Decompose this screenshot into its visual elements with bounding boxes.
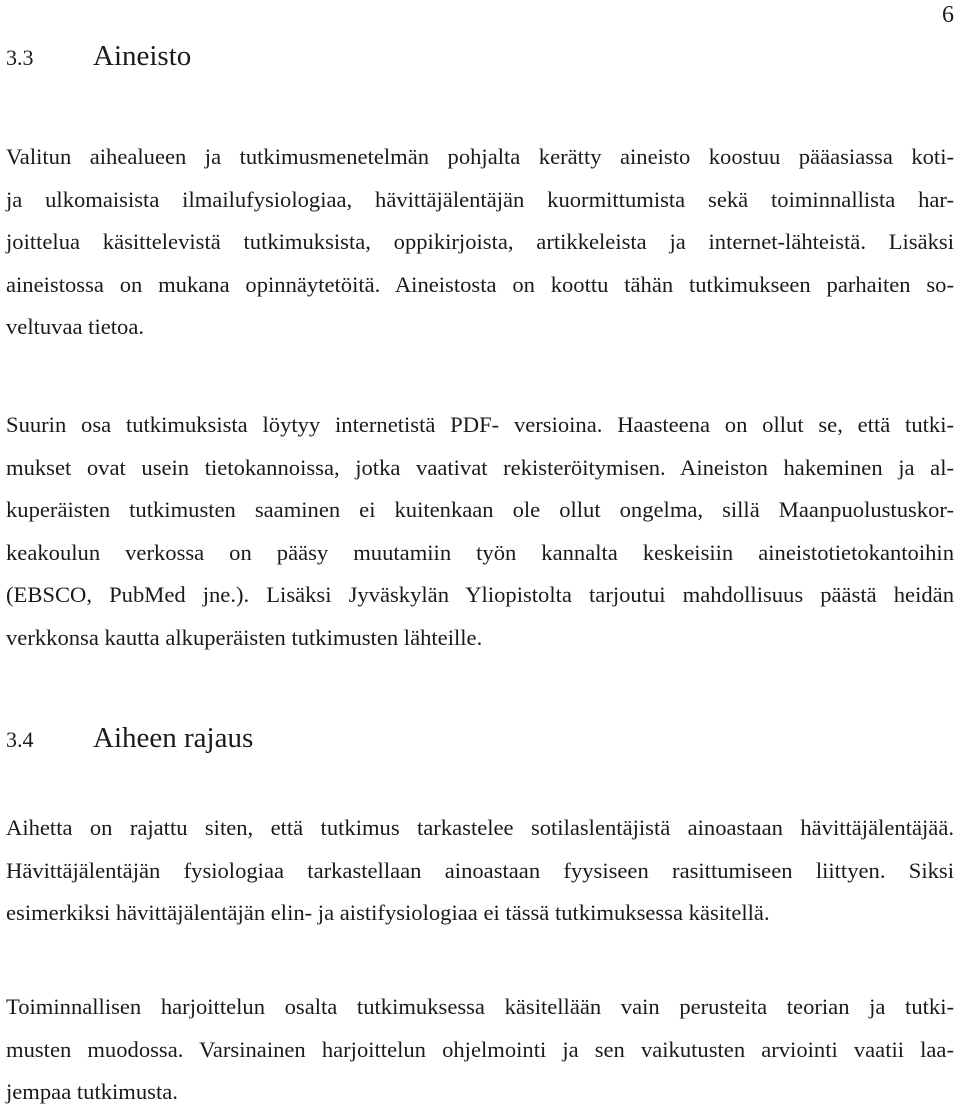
text-line: jempaa tutkimusta. <box>6 1079 178 1105</box>
text-line: veltuvaa tietoa. <box>6 314 145 340</box>
paragraph-aineisto-access <box>6 404 954 660</box>
section-number: 3.3 <box>6 45 34 70</box>
text-line: aineistossa on mukana opinnäytetöitä. Aineistosta on koottu tähän tutkimukseen parhaiten so- <box>6 271 954 297</box>
text-line: ja ulkomaisista ilmailufysiologiaa, hävittäjälentäjän kuormittumista sekä toiminnallista har- <box>6 186 954 212</box>
text-line: verkkonsa kautta alkuperäisten tutkimusten lähteille. <box>6 624 483 650</box>
text-line: esimerkiksi hävittäjälentäjän elin- ja aistifysiologiaa ei tässä tutkimuksessa käsitellä. <box>6 900 770 926</box>
text-line: mukset ovat usein tietokannoissa, jotka vaativat rekisteröitymisen. Aineiston hakeminen ja al- <box>6 454 954 480</box>
paragraph-rajaus-training <box>6 986 954 1114</box>
text-line: keakoulun verkossa on pääsy muutamiin työn kannalta keskeisiin aineistotietokantoihin <box>6 539 954 565</box>
text-line: Valitun aihealueen ja tutkimusmenetelmän pohjalta kerätty aineisto koostuu pääasiassa koti- <box>6 144 954 169</box>
section-heading-aiheen-rajaus <box>6 722 253 755</box>
section-title: Aineisto <box>93 40 192 72</box>
text-line: Toiminnallisen harjoittelun osalta tutkimuksessa käsitellään vain perusteita teorian ja tutki- <box>6 994 954 1019</box>
text-line: Hävittäjälentäjän fysiologiaa tarkastellaan ainoastaan fyysiseen rasittumiseen liittyen. Siksi <box>6 857 954 883</box>
page-number: 6 <box>942 2 954 28</box>
text-line: musten muodossa. Varsinainen harjoittelun ohjelmointi ja sen vaikutusten arviointi vaatii laa- <box>6 1036 954 1062</box>
paragraph-aineisto-sources <box>6 136 954 349</box>
section-title: Aiheen rajaus <box>93 722 254 754</box>
text-line: kuperäisten tutkimusten saaminen ei kuitenkaan ole ollut ongelma, sillä Maanpuolustuskor- <box>6 497 954 523</box>
text-line: Aihetta on rajattu siten, että tutkimus tarkastelee sotilaslentäjistä ainoastaan hävittäjälentäjää. <box>6 815 954 840</box>
section-heading-aineisto <box>6 40 191 73</box>
text-line: Suurin osa tutkimuksista löytyy internetistä PDF- versioina. Haasteena on ollut se, että tutki- <box>6 412 954 437</box>
section-number: 3.4 <box>6 727 34 752</box>
text-line: (EBSCO, PubMed jne.). Lisäksi Jyväskylän Yliopistolta tarjoutui mahdollisuus päästä heidän <box>6 582 954 608</box>
text-line: joittelua käsittelevistä tutkimuksista, oppikirjoista, artikkeleista ja internet-lähteistä. Lisäksi <box>6 229 954 255</box>
paragraph-rajaus-scope <box>6 807 954 935</box>
